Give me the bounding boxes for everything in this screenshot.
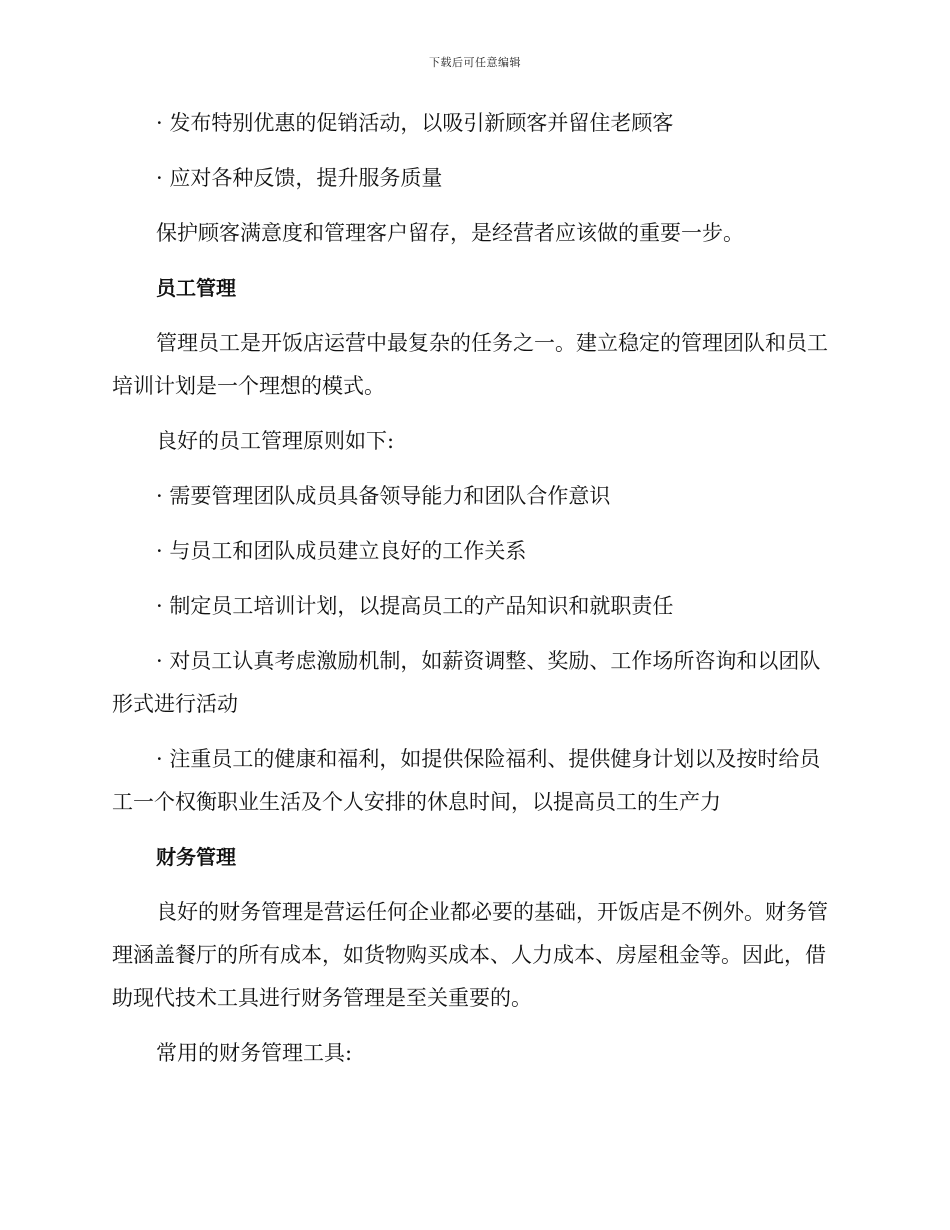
section-heading-staff: 员工管理 [156, 276, 236, 300]
bullet-promotion: · 发布特别优惠的促销活动，以吸引新顾客并留住老顾客 [156, 111, 674, 135]
paragraph-finance-intro: 良好的财务管理是营运任何企业都必要的基础，开饭店是不例外。财务管理涵盖餐厅的所有成本，如货物购买成本、人力成本、房屋租金等。因此，借助现代技术工具进行财务管理是至关重要的。 [112, 900, 828, 1010]
paragraph-retention: 保护顾客满意度和管理客户留存，是经营者应该做的重要一步。 [156, 221, 744, 245]
paragraph-finance-tools: 常用的财务管理工具: [156, 1041, 353, 1065]
section-heading-finance: 财务管理 [156, 845, 236, 869]
bullet-welfare: · 注重员工的健康和福利，如提供保险福利、提供健身计划以及按时给员工一个权衡职业生活及个人安排的休息时间，以提高员工的生产力 [112, 747, 821, 814]
bullet-feedback: · 应对各种反馈，提升服务质量 [156, 166, 443, 190]
header-note: 下载后可任意编辑 [429, 56, 521, 69]
document-body [112, 102, 832, 1087]
bullet-relationship: · 与员工和团队成员建立良好的工作关系 [156, 539, 527, 563]
bullet-leadership: · 需要管理团队成员具备领导能力和团队合作意识 [156, 484, 611, 508]
paragraph-staff-intro: 管理员工是开饭店运营中最复杂的任务之一。建立稳定的管理团队和员工培训计划是一个理想的模式。 [112, 331, 828, 398]
paragraph-staff-principles: 良好的员工管理原则如下: [156, 429, 395, 453]
bullet-incentive: · 对员工认真考虑激励机制，如薪资调整、奖励、工作场所咨询和以团队形式进行活动 [112, 649, 821, 716]
bullet-training: · 制定员工培训计划，以提高员工的产品知识和就职责任 [156, 594, 674, 618]
